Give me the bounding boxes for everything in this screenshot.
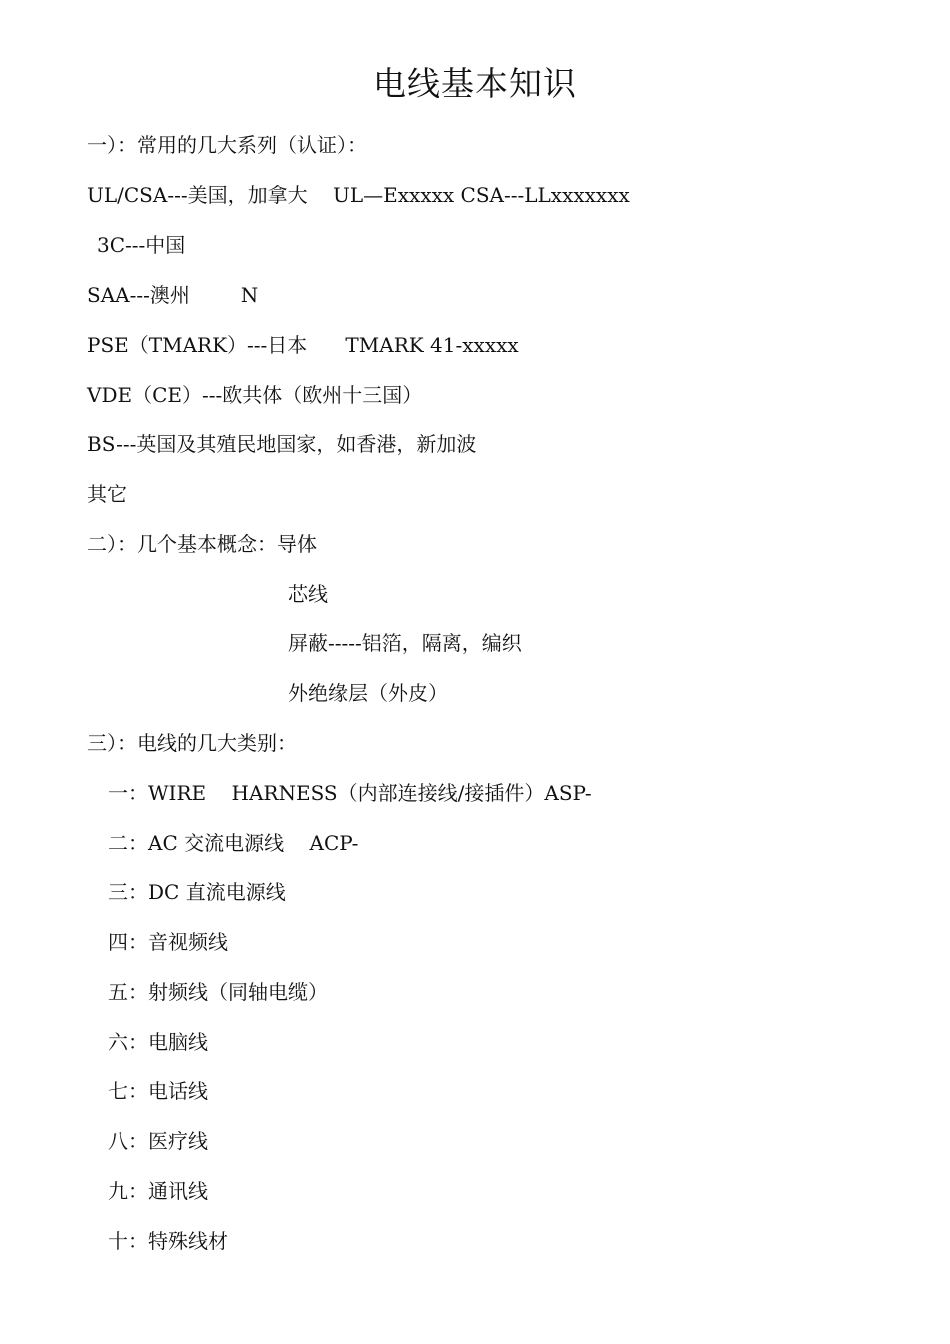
category-item: 四：音视频线 [108, 930, 228, 954]
document-title: 电线基本知识 [373, 64, 577, 103]
category-item: 九：通讯线 [108, 1179, 208, 1203]
category-item: 七：电话线 [108, 1079, 208, 1103]
category-item: 三：DC 直流电源线 [108, 880, 286, 904]
section-heading-certifications: 一）：常用的几大系列（认证）： [87, 133, 367, 157]
cert-item-ul-csa: UL/CSA---美国，加拿大 UL—Exxxxx CSA---LLxxxxxxx [87, 183, 630, 207]
cert-item-bs: BS---英国及其殖民地国家，如香港，新加波 [87, 432, 477, 456]
concept-item-core: 芯线 [288, 582, 328, 606]
section-heading-concepts: 二）：几个基本概念：导体 [87, 532, 317, 556]
cert-item-3c: 3C---中国 [97, 233, 186, 257]
concept-item-shield: 屏蔽-----铝箔，隔离，编织 [288, 631, 522, 655]
cert-item-vde: VDE（CE）---欧共体（欧州十三国） [87, 383, 423, 407]
concept-item-jacket: 外绝缘层（外皮） [288, 681, 448, 705]
category-item: 十：特殊线材 [108, 1229, 228, 1253]
category-item: 八：医疗线 [108, 1129, 208, 1153]
category-item: 六：电脑线 [108, 1030, 208, 1054]
cert-item-pse: PSE（TMARK）---日本 TMARK 41-xxxxx [87, 333, 519, 357]
section-heading-categories: 三）：电线的几大类别： [87, 731, 297, 755]
cert-item-saa: SAA---澳州 N [87, 283, 259, 307]
category-item: 二：AC 交流电源线 ACP- [108, 831, 359, 855]
cert-item-other: 其它 [87, 482, 127, 506]
category-item: 一：WIRE HARNESS（内部连接线/接插件）ASP- [108, 781, 592, 805]
category-item: 五：射频线（同轴电缆） [108, 980, 328, 1004]
